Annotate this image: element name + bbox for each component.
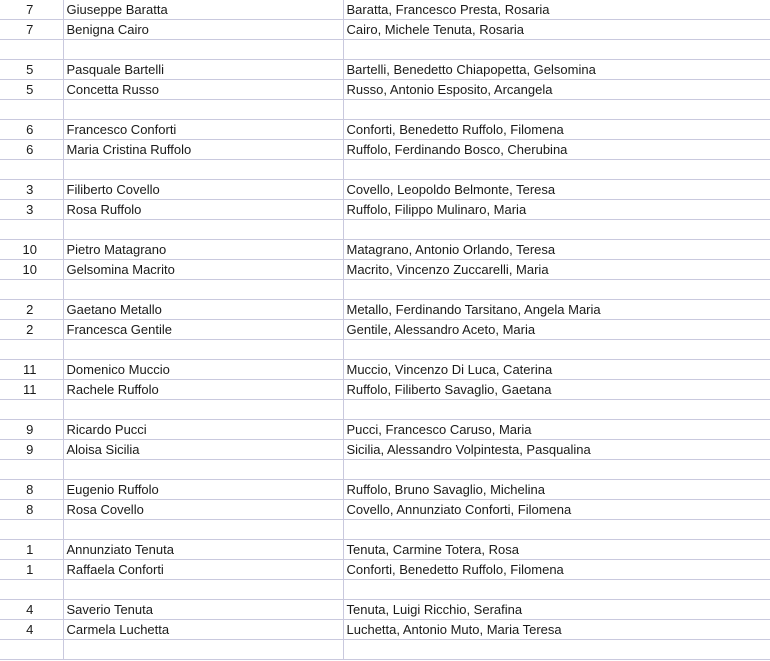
cell-couple-number[interactable]: 9 xyxy=(0,440,63,460)
cell-person-name[interactable] xyxy=(63,40,343,60)
cell-couple-number[interactable]: 10 xyxy=(0,240,63,260)
table-row xyxy=(0,0,770,20)
cell-couple-number[interactable] xyxy=(0,520,63,540)
table-row xyxy=(0,620,770,640)
cell-parents[interactable]: Muccio, Vincenzo Di Luca, Caterina xyxy=(343,360,770,380)
table-row xyxy=(0,60,770,80)
cell-couple-number[interactable] xyxy=(0,340,63,360)
cell-person-name[interactable]: Eugenio Ruffolo xyxy=(63,480,343,500)
table-row xyxy=(0,100,770,120)
cell-parents[interactable]: Baratta, Francesco Presta, Rosaria xyxy=(343,0,770,20)
table-row xyxy=(0,180,770,200)
cell-person-name[interactable]: Filiberto Covello xyxy=(63,180,343,200)
cell-parents[interactable] xyxy=(343,100,770,120)
cell-person-name[interactable]: Giuseppe Baratta xyxy=(63,0,343,20)
cell-parents[interactable]: Tenuta, Carmine Totera, Rosa xyxy=(343,540,770,560)
cell-couple-number[interactable] xyxy=(0,40,63,60)
cell-person-name[interactable] xyxy=(63,280,343,300)
cell-parents[interactable] xyxy=(343,340,770,360)
cell-person-name[interactable] xyxy=(63,580,343,600)
cell-person-name[interactable]: Maria Cristina Ruffolo xyxy=(63,140,343,160)
cell-parents[interactable]: Macrito, Vincenzo Zuccarelli, Maria xyxy=(343,260,770,280)
cell-parents[interactable]: Covello, Annunziato Conforti, Filomena xyxy=(343,500,770,520)
cell-couple-number[interactable]: 10 xyxy=(0,260,63,280)
cell-couple-number[interactable] xyxy=(0,460,63,480)
table-row xyxy=(0,80,770,100)
table-row xyxy=(0,320,770,340)
cell-person-name[interactable]: Gaetano Metallo xyxy=(63,300,343,320)
cell-person-name[interactable] xyxy=(63,100,343,120)
cell-couple-number[interactable]: 4 xyxy=(0,600,63,620)
cell-person-name[interactable] xyxy=(63,400,343,420)
cell-person-name[interactable] xyxy=(63,340,343,360)
table-row xyxy=(0,500,770,520)
cell-parents[interactable]: Sicilia, Alessandro Volpintesta, Pasqualina xyxy=(343,440,770,460)
cell-couple-number[interactable]: 4 xyxy=(0,620,63,640)
cell-parents[interactable] xyxy=(343,580,770,600)
cell-couple-number[interactable]: 1 xyxy=(0,540,63,560)
cell-person-name[interactable]: Gelsomina Macrito xyxy=(63,260,343,280)
cell-person-name[interactable] xyxy=(63,640,343,660)
cell-parents[interactable]: Ruffolo, Filippo Mulinaro, Maria xyxy=(343,200,770,220)
table-row xyxy=(0,300,770,320)
cell-person-name[interactable]: Pietro Matagrano xyxy=(63,240,343,260)
table-row xyxy=(0,40,770,60)
table-row xyxy=(0,440,770,460)
cell-parents[interactable]: Ruffolo, Bruno Savaglio, Michelina xyxy=(343,480,770,500)
cell-couple-number[interactable]: 7 xyxy=(0,20,63,40)
cell-couple-number[interactable]: 9 xyxy=(0,420,63,440)
table-row xyxy=(0,600,770,620)
table-row xyxy=(0,400,770,420)
cell-parents[interactable] xyxy=(343,220,770,240)
cell-parents[interactable] xyxy=(343,400,770,420)
cell-person-name[interactable]: Rosa Covello xyxy=(63,500,343,520)
table-row xyxy=(0,460,770,480)
cell-person-name[interactable] xyxy=(63,220,343,240)
cell-person-name[interactable]: Rachele Ruffolo xyxy=(63,380,343,400)
cell-couple-number[interactable]: 2 xyxy=(0,300,63,320)
table-row xyxy=(0,480,770,500)
table-row xyxy=(0,520,770,540)
table-row xyxy=(0,220,770,240)
table-row xyxy=(0,120,770,140)
cell-parents[interactable]: Conforti, Benedetto Ruffolo, Filomena xyxy=(343,560,770,580)
table-row xyxy=(0,200,770,220)
cell-person-name[interactable]: Francesco Conforti xyxy=(63,120,343,140)
cell-couple-number[interactable]: 8 xyxy=(0,500,63,520)
cell-parents[interactable]: Pucci, Francesco Caruso, Maria xyxy=(343,420,770,440)
cell-parents[interactable] xyxy=(343,280,770,300)
cell-couple-number[interactable]: 7 xyxy=(0,0,63,20)
cell-parents[interactable]: Gentile, Alessandro Aceto, Maria xyxy=(343,320,770,340)
cell-parents[interactable] xyxy=(343,160,770,180)
table-row xyxy=(0,140,770,160)
cell-couple-number[interactable]: 1 xyxy=(0,560,63,580)
table-row xyxy=(0,540,770,560)
table-row xyxy=(0,20,770,40)
cell-parents[interactable]: Conforti, Benedetto Ruffolo, Filomena xyxy=(343,120,770,140)
cell-couple-number[interactable]: 6 xyxy=(0,120,63,140)
cell-person-name[interactable]: Francesca Gentile xyxy=(63,320,343,340)
table-row xyxy=(0,640,770,660)
table-row xyxy=(0,340,770,360)
cell-person-name[interactable] xyxy=(63,460,343,480)
table-row xyxy=(0,380,770,400)
cell-person-name[interactable]: Pasquale Bartelli xyxy=(63,60,343,80)
cell-couple-number[interactable]: 6 xyxy=(0,140,63,160)
cell-couple-number[interactable] xyxy=(0,160,63,180)
table-row xyxy=(0,280,770,300)
cell-person-name[interactable]: Aloisa Sicilia xyxy=(63,440,343,460)
cell-person-name[interactable]: Saverio Tenuta xyxy=(63,600,343,620)
cell-person-name[interactable]: Annunziato Tenuta xyxy=(63,540,343,560)
cell-parents[interactable]: Metallo, Ferdinando Tarsitano, Angela Maria xyxy=(343,300,770,320)
cell-couple-number[interactable]: 8 xyxy=(0,480,63,500)
table-row xyxy=(0,560,770,580)
cell-couple-number[interactable] xyxy=(0,580,63,600)
cell-parents[interactable] xyxy=(343,520,770,540)
cell-parents[interactable]: Ruffolo, Ferdinando Bosco, Cherubina xyxy=(343,140,770,160)
cell-person-name[interactable]: Domenico Muccio xyxy=(63,360,343,380)
cell-couple-number[interactable]: 5 xyxy=(0,80,63,100)
table-row xyxy=(0,360,770,380)
cell-parents[interactable]: Luchetta, Antonio Muto, Maria Teresa xyxy=(343,620,770,640)
cell-parents[interactable]: Matagrano, Antonio Orlando, Teresa xyxy=(343,240,770,260)
table-row xyxy=(0,160,770,180)
cell-couple-number[interactable] xyxy=(0,220,63,240)
cell-person-name[interactable]: Raffaela Conforti xyxy=(63,560,343,580)
cell-person-name[interactable] xyxy=(63,160,343,180)
cell-couple-number[interactable]: 3 xyxy=(0,180,63,200)
cell-couple-number[interactable] xyxy=(0,100,63,120)
cell-parents[interactable]: Russo, Antonio Esposito, Arcangela xyxy=(343,80,770,100)
table-row xyxy=(0,420,770,440)
cell-parents[interactable]: Bartelli, Benedetto Chiapopetta, Gelsomina xyxy=(343,60,770,80)
cell-person-name[interactable]: Rosa Ruffolo xyxy=(63,200,343,220)
table-row xyxy=(0,580,770,600)
cell-parents[interactable]: Ruffolo, Filiberto Savaglio, Gaetana xyxy=(343,380,770,400)
cell-parents[interactable]: Tenuta, Luigi Ricchio, Serafina xyxy=(343,600,770,620)
cell-parents[interactable]: Covello, Leopoldo Belmonte, Teresa xyxy=(343,180,770,200)
cell-parents[interactable] xyxy=(343,40,770,60)
cell-parents[interactable]: Cairo, Michele Tenuta, Rosaria xyxy=(343,20,770,40)
cell-couple-number[interactable] xyxy=(0,640,63,660)
cell-couple-number[interactable]: 3 xyxy=(0,200,63,220)
cell-couple-number[interactable]: 11 xyxy=(0,360,63,380)
cell-couple-number[interactable]: 5 xyxy=(0,60,63,80)
table-row xyxy=(0,240,770,260)
cell-person-name[interactable]: Ricardo Pucci xyxy=(63,420,343,440)
cell-person-name[interactable] xyxy=(63,520,343,540)
cell-person-name[interactable]: Benigna Cairo xyxy=(63,20,343,40)
table-row xyxy=(0,260,770,280)
cell-couple-number[interactable] xyxy=(0,280,63,300)
cell-parents[interactable] xyxy=(343,640,770,660)
cell-person-name[interactable]: Carmela Luchetta xyxy=(63,620,343,640)
cell-couple-number[interactable] xyxy=(0,400,63,420)
cell-person-name[interactable]: Concetta Russo xyxy=(63,80,343,100)
cell-parents[interactable] xyxy=(343,460,770,480)
cell-couple-number[interactable]: 2 xyxy=(0,320,63,340)
cell-couple-number[interactable]: 11 xyxy=(0,380,63,400)
